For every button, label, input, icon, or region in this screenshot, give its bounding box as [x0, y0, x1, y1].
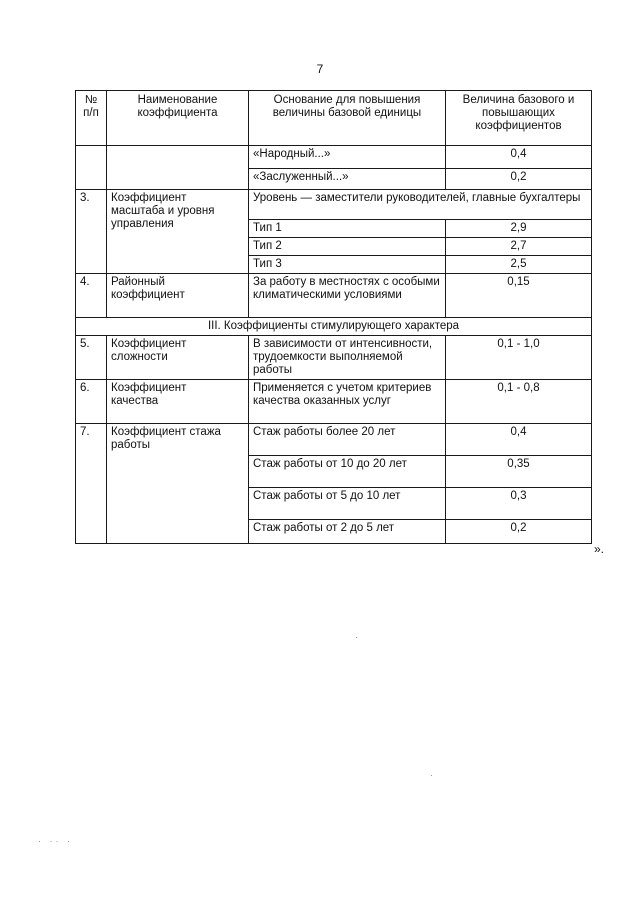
- cell-value: 0,4: [446, 424, 592, 456]
- cell-name: Коэффициент качества: [107, 380, 249, 424]
- cell-value: 2,9: [446, 220, 592, 238]
- header-basis: Основание для повышения величины базовой единицы: [249, 91, 446, 146]
- table-row: [76, 380, 592, 424]
- cell-name: Коэффициент стажа работы: [107, 424, 249, 544]
- cell-value: 0,1 - 1,0: [446, 336, 592, 380]
- table-row: [76, 336, 592, 380]
- cell-num: 5.: [76, 336, 107, 380]
- cell-basis: «Народный...»: [249, 146, 446, 169]
- cell-value: 0,15: [446, 274, 592, 318]
- cell-basis: Применяется с учетом критериев качества оказанных услуг: [249, 380, 446, 424]
- header-value: Величина базового и повышающих коэффициентов: [446, 91, 592, 146]
- cell-value: 0,2: [446, 169, 592, 190]
- cell-basis: Стаж работы от 2 до 5 лет: [249, 520, 446, 544]
- cell-level-heading: Уровень — заместители руководителей, главные бухгалтеры: [249, 190, 592, 220]
- coefficients-table: [75, 90, 592, 544]
- section-row: [76, 318, 592, 336]
- section-heading: III. Коэффициенты стимулирующего характера: [76, 318, 592, 336]
- table-row: [76, 274, 592, 318]
- cell-value: 0,2: [446, 520, 592, 544]
- table-row: [76, 146, 592, 169]
- table-row: [76, 190, 592, 220]
- cell-num: 7.: [76, 424, 107, 544]
- cell-num: 3.: [76, 190, 107, 274]
- cell-basis: Тип 1: [249, 220, 446, 238]
- cell-basis: В зависимости от интенсивности, трудоемкости выполняемой работы: [249, 336, 446, 380]
- page-number: 7: [316, 62, 324, 76]
- cell-basis: За работу в местностях с особыми климатическими условиями: [249, 274, 446, 318]
- cell-basis: Тип 3: [249, 256, 446, 274]
- cell-name: Коэффициент масштаба и уровня управления: [107, 190, 249, 274]
- cell-basis: «Заслуженный...»: [249, 169, 446, 190]
- cell-basis: Стаж работы от 10 до 20 лет: [249, 456, 446, 488]
- header-number: № п/п: [76, 91, 107, 146]
- table-row: [76, 424, 592, 456]
- cell-basis: Стаж работы более 20 лет: [249, 424, 446, 456]
- scan-speck: ·: [430, 770, 433, 780]
- header-name: Наименование коэффициента: [107, 91, 249, 146]
- cell-value: 0,35: [446, 456, 592, 488]
- table-header-row: [76, 91, 592, 146]
- cell-value: 0,4: [446, 146, 592, 169]
- cell-value: 0,3: [446, 488, 592, 520]
- scan-speck: · ·· ·: [38, 836, 73, 846]
- cell-value: 2,5: [446, 256, 592, 274]
- cell-basis: Стаж работы от 5 до 10 лет: [249, 488, 446, 520]
- cell-value: 2,7: [446, 238, 592, 256]
- cell-value: 0,1 - 0,8: [446, 380, 592, 424]
- scan-speck: ·: [355, 632, 358, 642]
- cell-num: 6.: [76, 380, 107, 424]
- cell-name: Коэффициент сложности: [107, 336, 249, 380]
- cell-num: [76, 146, 107, 190]
- cell-name: Районный коэффициент: [107, 274, 249, 318]
- cell-num: 4.: [76, 274, 107, 318]
- cell-name: [107, 146, 249, 190]
- closing-quote-mark: ».: [594, 542, 605, 556]
- cell-basis: Тип 2: [249, 238, 446, 256]
